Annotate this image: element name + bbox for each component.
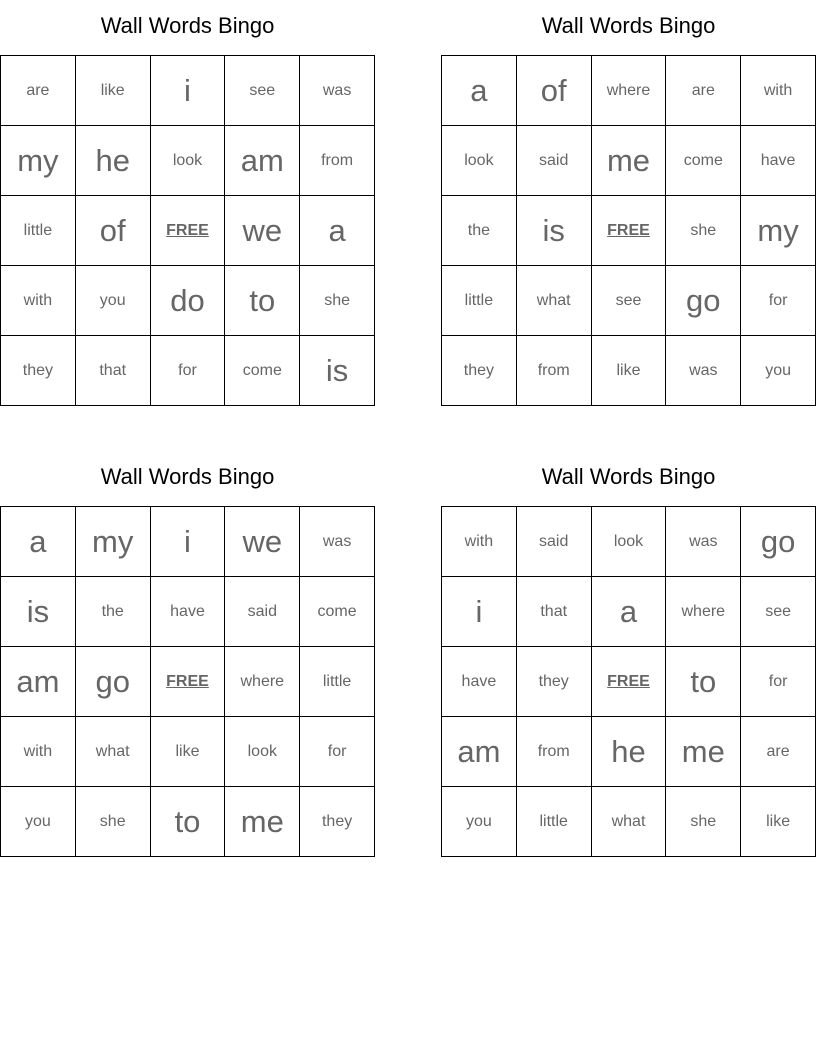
bingo-cell: she xyxy=(300,266,375,336)
bingo-cell: he xyxy=(76,126,151,196)
bingo-cell: my xyxy=(1,126,76,196)
bingo-cell: with xyxy=(1,266,76,336)
bingo-cell: they xyxy=(517,647,592,717)
bingo-card-4 xyxy=(441,451,816,857)
bingo-cell: for xyxy=(741,647,816,717)
bingo-cell: said xyxy=(225,577,300,647)
bingo-cell: little xyxy=(517,787,592,857)
bingo-cell: is xyxy=(1,577,76,647)
bingo-cell: to xyxy=(666,647,741,717)
bingo-cell: am xyxy=(1,647,76,717)
bingo-cell: a xyxy=(442,56,517,126)
bingo-cell: like xyxy=(741,787,816,857)
bingo-cell: me xyxy=(666,717,741,787)
bingo-cell: she xyxy=(666,196,741,266)
bingo-cell: that xyxy=(76,336,151,406)
bingo-cell: come xyxy=(300,577,375,647)
bingo-cell: see xyxy=(592,266,667,336)
bingo-cell: to xyxy=(151,787,226,857)
bingo-cell: you xyxy=(1,787,76,857)
bingo-cell: go xyxy=(741,507,816,577)
bingo-cell: look xyxy=(442,126,517,196)
bingo-cell: you xyxy=(442,787,517,857)
free-space-cell: FREE xyxy=(592,647,667,717)
free-space-cell: FREE xyxy=(151,196,226,266)
bingo-cell: am xyxy=(442,717,517,787)
bingo-cell: have xyxy=(442,647,517,717)
bingo-cell: a xyxy=(300,196,375,266)
bingo-cell: have xyxy=(741,126,816,196)
bingo-cell: they xyxy=(300,787,375,857)
card-title: Wall Words Bingo xyxy=(541,13,716,38)
bingo-cell: from xyxy=(517,717,592,787)
bingo-cell: for xyxy=(300,717,375,787)
bingo-cell: i xyxy=(151,56,226,126)
bingo-cell: is xyxy=(300,336,375,406)
bingo-cell: see xyxy=(741,577,816,647)
bingo-cell: we xyxy=(225,507,300,577)
bingo-cell: for xyxy=(741,266,816,336)
card-title: Wall Words Bingo xyxy=(100,464,275,489)
bingo-cell: are xyxy=(1,56,76,126)
bingo-cell: to xyxy=(225,266,300,336)
bingo-cell: with xyxy=(741,56,816,126)
bingo-cell: they xyxy=(442,336,517,406)
bingo-cell: go xyxy=(76,647,151,717)
bingo-cell: from xyxy=(517,336,592,406)
bingo-cell: you xyxy=(76,266,151,336)
bingo-cell: i xyxy=(151,507,226,577)
bingo-cell: is xyxy=(517,196,592,266)
bingo-cell: are xyxy=(741,717,816,787)
bingo-cell: come xyxy=(225,336,300,406)
bingo-cell: said xyxy=(517,126,592,196)
bingo-cell: come xyxy=(666,126,741,196)
bingo-cell: see xyxy=(225,56,300,126)
bingo-card-2 xyxy=(441,0,816,406)
bingo-cell: are xyxy=(666,56,741,126)
bingo-cell: with xyxy=(442,507,517,577)
bingo-cell: go xyxy=(666,266,741,336)
bingo-cell: was xyxy=(666,336,741,406)
bingo-cell: like xyxy=(151,717,226,787)
bingo-cell: little xyxy=(300,647,375,717)
bingo-cell: where xyxy=(592,56,667,126)
card-title: Wall Words Bingo xyxy=(100,13,275,38)
bingo-cell: where xyxy=(666,577,741,647)
bingo-cell: like xyxy=(592,336,667,406)
bingo-cell: was xyxy=(300,56,375,126)
bingo-cell: where xyxy=(225,647,300,717)
bingo-cell: was xyxy=(666,507,741,577)
bingo-cell: my xyxy=(741,196,816,266)
bingo-cell: said xyxy=(517,507,592,577)
bingo-cell: of xyxy=(76,196,151,266)
bingo-cell: my xyxy=(76,507,151,577)
bingo-cell: little xyxy=(442,266,517,336)
bingo-cell: he xyxy=(592,717,667,787)
bingo-cell: you xyxy=(741,336,816,406)
bingo-cell: was xyxy=(300,507,375,577)
bingo-cell: she xyxy=(666,787,741,857)
bingo-cell: am xyxy=(225,126,300,196)
bingo-card-1 xyxy=(0,0,375,406)
bingo-cell: of xyxy=(517,56,592,126)
bingo-cell: the xyxy=(442,196,517,266)
bingo-cell: have xyxy=(151,577,226,647)
bingo-cell: look xyxy=(151,126,226,196)
bingo-cell: me xyxy=(592,126,667,196)
bingo-cell: look xyxy=(225,717,300,787)
card-title: Wall Words Bingo xyxy=(541,464,716,489)
bingo-cell: little xyxy=(1,196,76,266)
bingo-cell: what xyxy=(517,266,592,336)
bingo-cell: like xyxy=(76,56,151,126)
bingo-cell: the xyxy=(76,577,151,647)
bingo-cell: what xyxy=(76,717,151,787)
bingo-cell: she xyxy=(76,787,151,857)
bingo-cell: for xyxy=(151,336,226,406)
bingo-cell: look xyxy=(592,507,667,577)
bingo-cell: we xyxy=(225,196,300,266)
bingo-cell: do xyxy=(151,266,226,336)
bingo-cell: a xyxy=(592,577,667,647)
bingo-grid xyxy=(441,506,816,857)
bingo-card-3 xyxy=(0,451,375,857)
bingo-grid xyxy=(0,506,375,857)
bingo-cell: me xyxy=(225,787,300,857)
bingo-cell: a xyxy=(1,507,76,577)
bingo-cell: from xyxy=(300,126,375,196)
bingo-cell: what xyxy=(592,787,667,857)
bingo-grid xyxy=(441,55,816,406)
bingo-cell: they xyxy=(1,336,76,406)
bingo-cell: with xyxy=(1,717,76,787)
free-space-cell: FREE xyxy=(592,196,667,266)
free-space-cell: FREE xyxy=(151,647,226,717)
bingo-cell: that xyxy=(517,577,592,647)
bingo-cell: i xyxy=(442,577,517,647)
bingo-grid xyxy=(0,55,375,406)
